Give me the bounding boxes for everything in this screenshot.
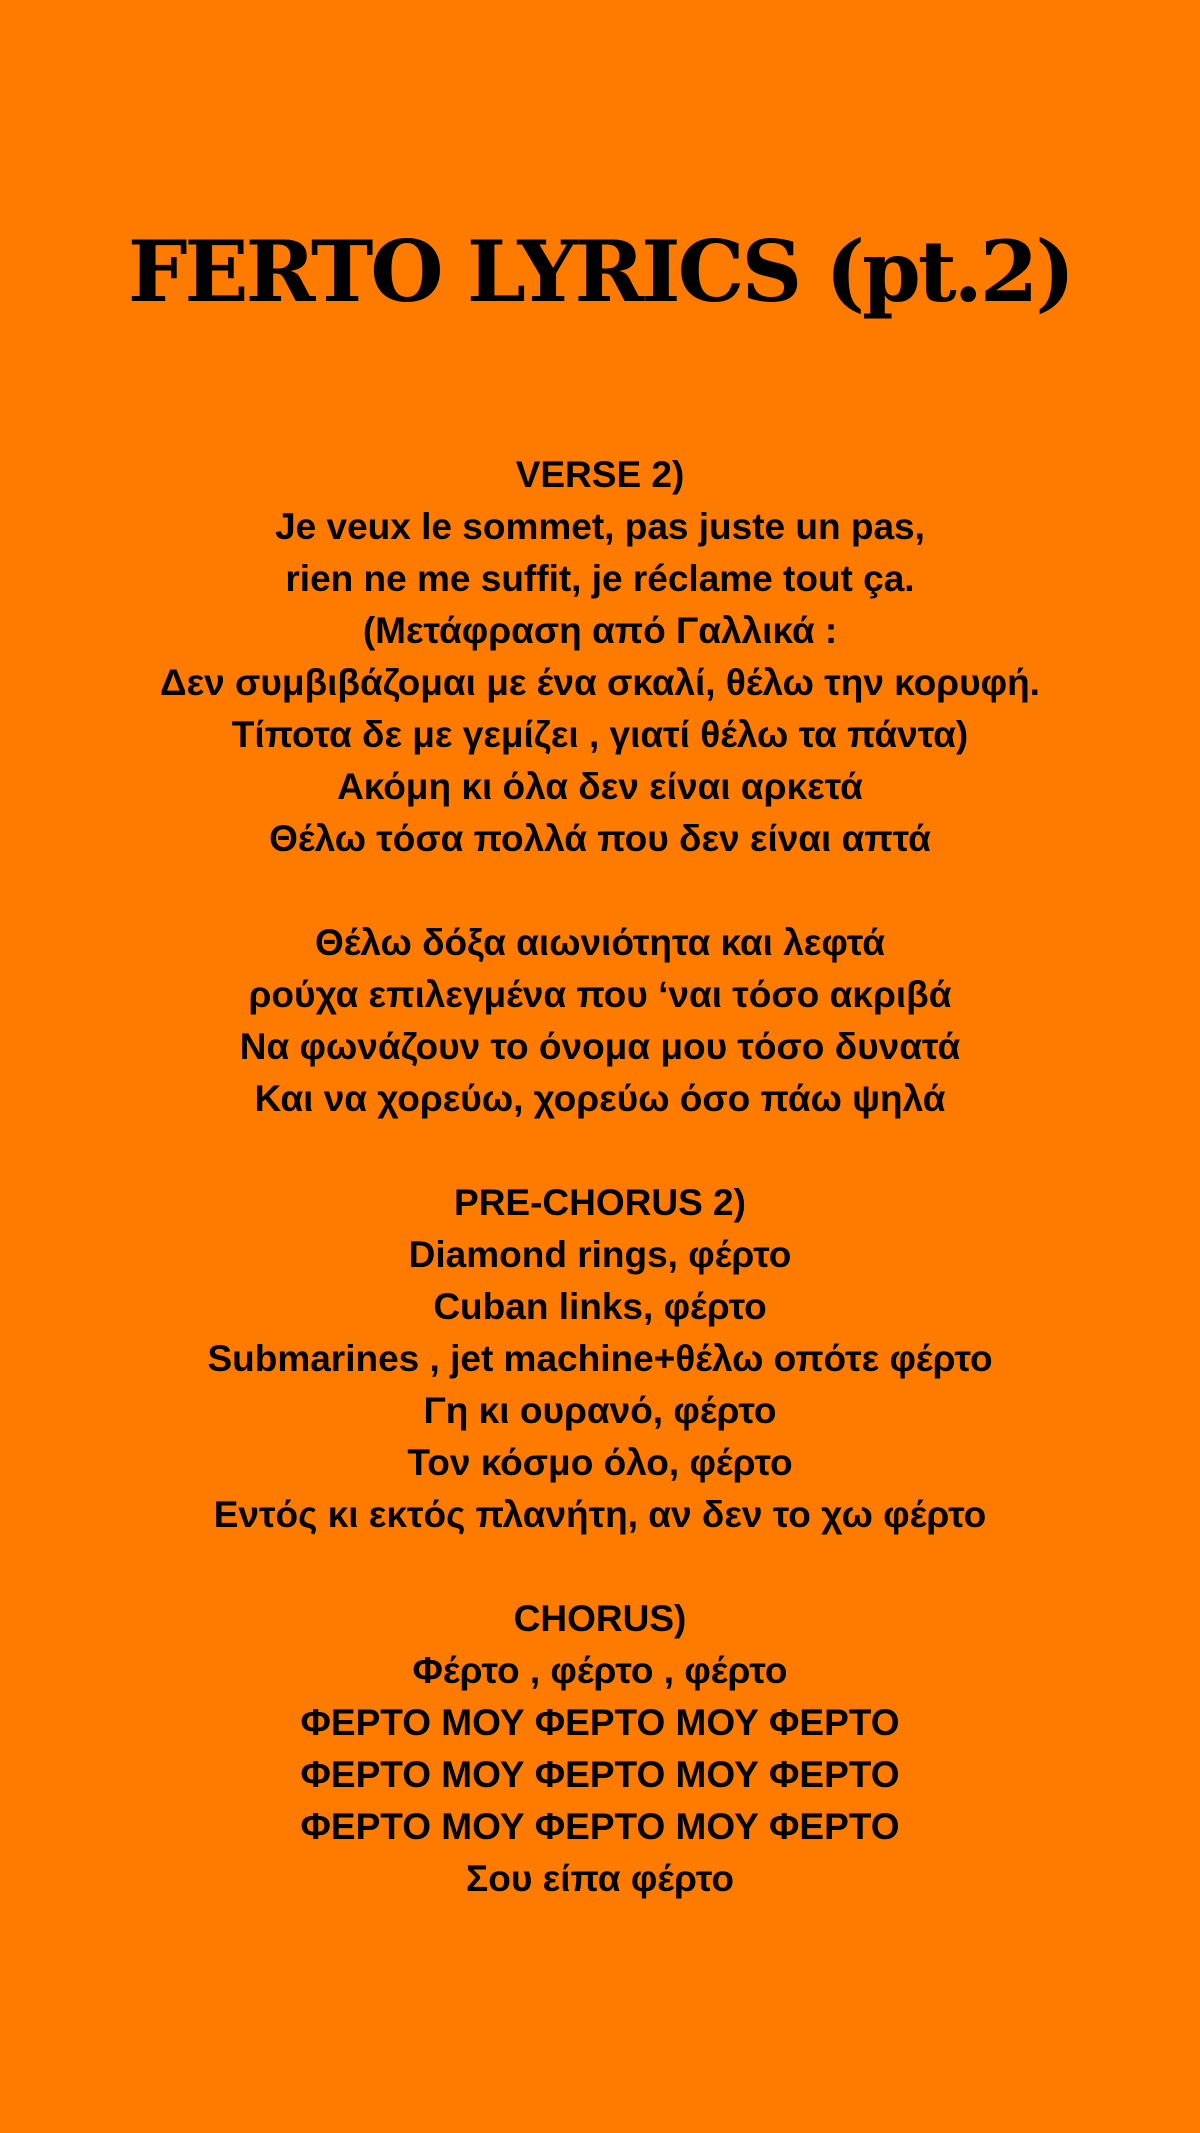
lyric-line: Γη κι ουρανό, φέρτο [423, 1390, 777, 1431]
lyric-line: Ακόμη κι όλα δεν είναι αρκετά [337, 766, 863, 807]
lyric-line: (Μετάφραση από Γαλλικά : [362, 610, 838, 651]
section-heading: CHORUS) [513, 1598, 687, 1639]
lyric-line: Je veux le sommet, pas juste un pas, [275, 506, 925, 547]
section-pre-chorus-2 [0, 1177, 1200, 1541]
lyric-line: Θέλω τόσα πολλά που δεν είναι απτά [269, 818, 931, 859]
lyric-line: ΦΕΡΤΟ ΜΟΥ ΦΕΡΤΟ ΜΟΥ ΦΕΡΤΟ [300, 1754, 900, 1795]
lyric-line: Και να χορεύω, χορεύω όσο πάω ψηλά [254, 1078, 946, 1119]
section-heading: VERSE 2) [515, 454, 685, 495]
lyric-line: Σου είπα φέρτο [466, 1858, 734, 1899]
lyric-line: Τον κόσμο όλο, φέρτο [407, 1442, 793, 1483]
lyric-line: ΦΕΡΤΟ ΜΟΥ ΦΕΡΤΟ ΜΟΥ ΦΕΡΤΟ [300, 1702, 900, 1743]
lyric-line: Εντός κι εκτός πλανήτη, αν δεν το χω φέρτο [213, 1494, 987, 1535]
lyric-line: Cuban links, φέρτο [433, 1286, 767, 1327]
section-verse-2-continued [0, 917, 1200, 1125]
lyric-line: ΦΕΡΤΟ ΜΟΥ ΦΕΡΤΟ ΜΟΥ ΦΕΡΤΟ [300, 1806, 900, 1847]
lyric-line: rien ne me suffit, je réclame tout ça. [285, 558, 915, 599]
lyric-line: ρούχα επιλεγμένα που ‘ναι τόσο ακριβά [248, 974, 952, 1015]
lyric-line: Να φωνάζουν το όνομα μου τόσο δυνατά [239, 1026, 961, 1067]
lyrics-body [0, 449, 1200, 1957]
lyric-line: Τίποτα δε με γεμίζει , γιατί θέλω τα πάντα) [231, 714, 969, 755]
section-heading: PRE-CHORUS 2) [454, 1182, 746, 1223]
lyric-line: Δεν συμβιβάζομαι με ένα σκαλί, θέλω την κορυφή. [160, 662, 1040, 703]
lyric-line: Submarines , jet machine+θέλω οπότε φέρτο [207, 1338, 993, 1379]
section-chorus [0, 1593, 1200, 1905]
lyric-line: Θέλω δόξα αιωνιότητα και λεφτά [314, 922, 886, 963]
section-verse-2 [0, 449, 1200, 865]
lyric-line: Diamond rings, φέρτο [408, 1234, 792, 1275]
page-title: FERTO LYRICS (pt.2) [127, 222, 1073, 321]
lyric-line: Φέρτο , φέρτο , φέρτο [412, 1650, 788, 1691]
